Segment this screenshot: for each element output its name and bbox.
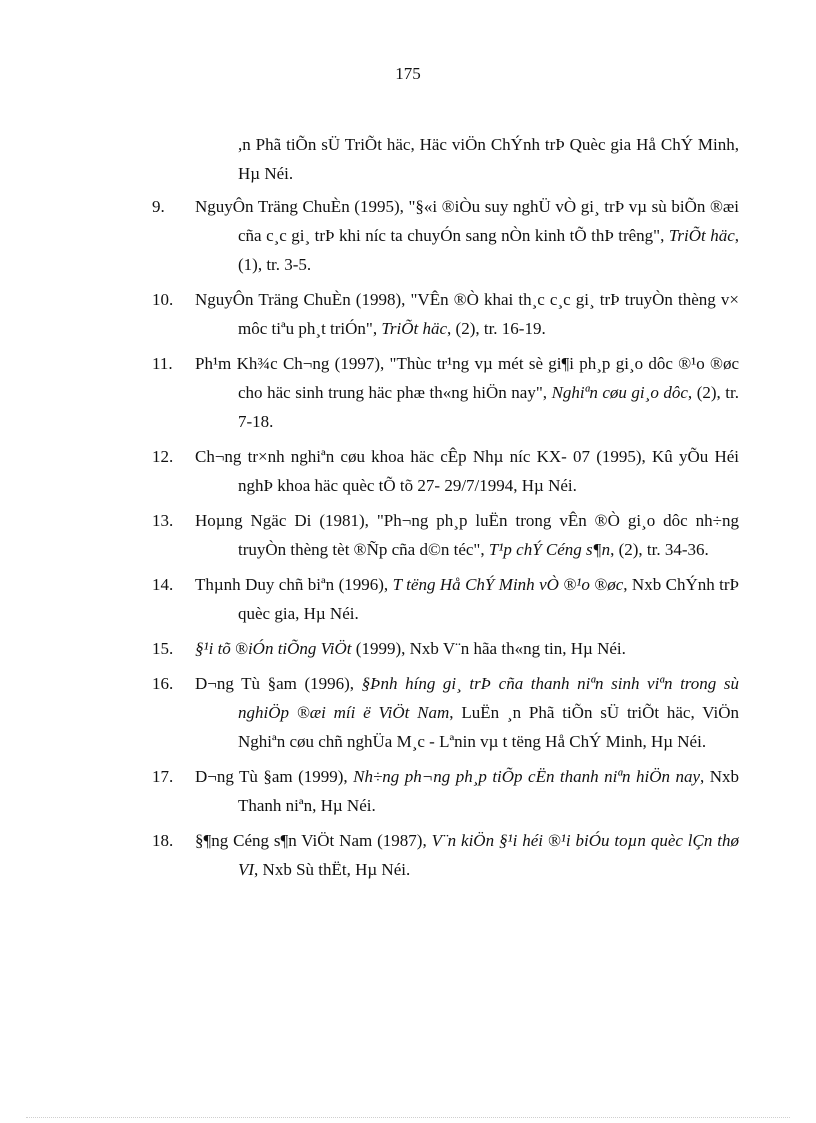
reference-text: NguyÔn Träng ChuÈn (1995), "§«i ®iÒu suy nghÜ vÒ gi¸ trÞ vµ sù biÕn ®æi cña c¸c gi¸ trÞ khi níc ta chuyÓn sang nÒn kinh tÕ thÞ trêng", xyxy=(195,197,739,245)
reference-text: , (2), tr. 34-36. xyxy=(610,540,709,559)
reference-title-italic: TriÕt häc xyxy=(668,226,735,245)
reference-title-italic: T tëng Hå ChÝ Minh vÒ ®¹o ®øc xyxy=(392,575,624,594)
reference-text: Thµnh Duy chñ biªn (1996), xyxy=(195,575,393,594)
reference-text: , LuËn ¸n Phã tiÕn sÜ triÕt häc, ViÖn Nghiªn cøu chñ nghÜa M¸c - Lªnin vµ t tëng Hå ChÝ Minh, Hµ Néi. xyxy=(238,703,739,751)
reference-entry xyxy=(153,762,739,820)
reference-title-italic: T¹p chÝ Céng s¶n xyxy=(488,540,611,559)
reference-entry xyxy=(153,442,739,500)
reference-text: NguyÔn Träng ChuÈn (1998), "VÊn ®Ò khai th¸c c¸c gi¸ trÞ truyÒn thèng v× môc tiªu ph¸t triÓn", xyxy=(195,290,739,338)
reference-text: D¬ng Tù §am (1999), xyxy=(195,767,354,786)
reference-title-italic: Nh÷ng ph¬ng ph¸p tiÕp cËn thanh niªn hiÖn nay xyxy=(353,767,700,786)
reference-number: 17. xyxy=(152,767,174,786)
page-bottom-rule xyxy=(26,1117,790,1118)
reference-text: , (2), tr. 7-18. xyxy=(238,383,739,431)
reference-text: ,n Phã tiÕn sÜ TriÕt häc, Häc viÖn ChÝnh trÞ Quèc gia Hå ChÝ Minh, Hµ Néi. xyxy=(238,135,739,183)
reference-entry xyxy=(153,570,739,628)
reference-text: Hoµng Ngäc Di (1981), "Ph¬ng ph¸p luËn trong vÊn ®Ò gi¸o dôc nh÷ng truyÒn thèng tèt ®Ñp cña d©n téc", xyxy=(195,511,739,559)
reference-text: , (1), tr. 3-5. xyxy=(238,226,739,274)
reference-text: Ch¬ng tr×nh nghiªn cøu khoa häc cÊp Nhµ níc KX- 07 (1995), Kû yÕu Héi nghÞ khoa häc quèc tÕ tõ 27- 29/7/1994, Hµ Néi. xyxy=(195,447,739,495)
reference-number: 14. xyxy=(152,575,174,594)
reference-entry xyxy=(153,506,739,564)
reference-text: Ph¹m Kh¾c Ch¬ng (1997), "Thùc tr¹ng vµ mét sè gi¶i ph¸p gi¸o dôc ®¹o ®øc cho häc sinh trung häc phæ th«ng hiÖn nay", xyxy=(195,354,739,402)
reference-entry xyxy=(153,285,739,343)
reference-number: 16. xyxy=(152,674,174,693)
reference-number: 12. xyxy=(152,447,174,466)
reference-text: , (2), tr. 16-19. xyxy=(447,319,546,338)
reference-entry xyxy=(153,669,739,756)
reference-entry xyxy=(153,826,739,884)
reference-text: (1999), Nxb V¨n hãa th«ng tin, Hµ Néi. xyxy=(351,639,626,658)
reference-entry xyxy=(153,349,739,436)
reference-title-italic: Nghiªn cøu gi¸o dôc xyxy=(551,383,688,402)
reference-text: §¶ng Céng s¶n ViÖt Nam (1987), xyxy=(195,831,432,850)
reference-title-italic: V¨n kiÖn §¹i héi ®¹i biÓu toµn quèc lÇn thø VI xyxy=(238,831,739,879)
reference-entry xyxy=(153,634,739,663)
reference-text: D¬ng Tù §am (1996), xyxy=(195,674,362,693)
reference-entry xyxy=(153,192,739,279)
reference-entry xyxy=(153,130,739,188)
reference-number: 11. xyxy=(152,354,173,373)
page-number: 175 xyxy=(395,64,421,83)
reference-number: 15. xyxy=(152,639,174,658)
reference-number: 13. xyxy=(152,511,174,530)
reference-number: 10. xyxy=(152,290,174,309)
reference-number: 18. xyxy=(152,831,174,850)
reference-number: 9. xyxy=(152,197,165,216)
reference-title-italic: §¹i tõ ®iÓn tiÕng ViÖt xyxy=(195,639,352,658)
reference-title-italic: TriÕt häc xyxy=(381,319,448,338)
reference-text: , Nxb ChÝnh trÞ quèc gia, Hµ Néi. xyxy=(238,575,740,623)
reference-text: , Nxb Sù thËt, Hµ Néi. xyxy=(254,860,411,879)
reference-title-italic: §Þnh híng gi¸ trÞ cña thanh niªn sinh viªn trong sù nghiÖp ®æi míi ë ViÖt Nam xyxy=(238,674,739,722)
reference-list xyxy=(153,130,739,890)
reference-text: , Nxb Thanh niªn, Hµ Néi. xyxy=(238,767,739,815)
